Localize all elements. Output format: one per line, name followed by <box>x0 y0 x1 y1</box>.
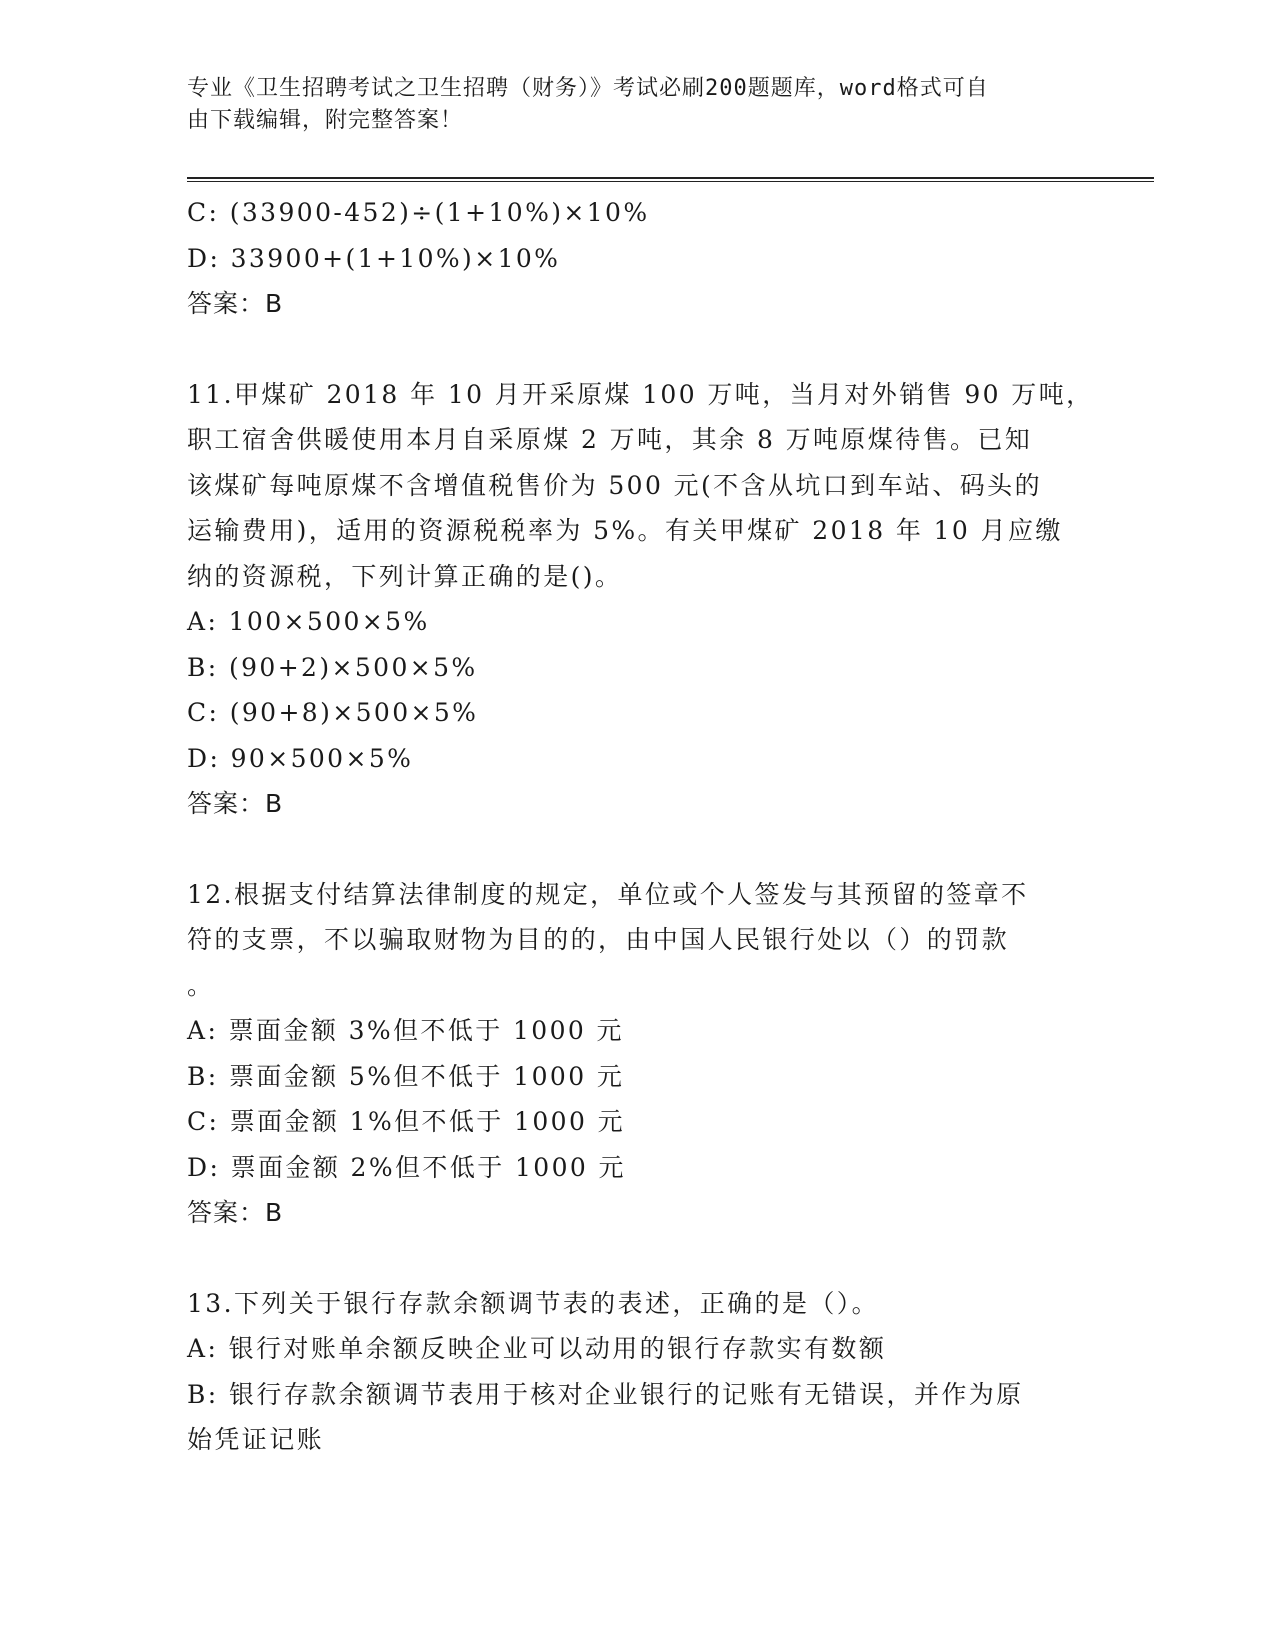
question-stem-line: 12.根据支付结算法律制度的规定，单位或个人签发与其预留的签章不 <box>187 879 1029 909</box>
question-stem-line: 符的支票，不以骗取财物为目的的，由中国人民银行处以（）的罚款 <box>187 925 1010 954</box>
question-stem-line: 该煤矿每吨原煤不含增值税售价为 500 元(不含从坑口到车站、码头的 <box>187 470 1042 500</box>
option-b: B: (90+2)×500×5% <box>187 652 478 682</box>
question-content <box>187 190 1094 1463</box>
option-c: C: (33900-452)÷(1+10%)×10% <box>187 198 650 227</box>
option-c: C: (90+8)×500×5% <box>187 698 479 727</box>
option-a: A: 银行对账单余额反映企业可以动用的银行存款实有数额 <box>187 1334 887 1363</box>
question-stem-line: 运输费用)，适用的资源税税率为 5%。有关甲煤矿 2018 年 10 月应缴 <box>187 516 1063 545</box>
spacer <box>187 827 1087 872</box>
question-stem-line: 纳的资源税，下列计算正确的是()。 <box>187 561 623 591</box>
question-stem-line: 。 <box>187 970 215 1000</box>
spacer <box>187 1236 1087 1281</box>
option-b: B: 票面金额 5%但不低于 1000 元 <box>187 1061 625 1091</box>
header-divider-thin <box>187 181 1154 182</box>
header-divider-thick <box>187 177 1154 179</box>
answer-line: 答案：B <box>187 1198 284 1227</box>
question-13 <box>187 1281 1087 1463</box>
option-c: C: 票面金额 1%但不低于 1000 元 <box>187 1107 626 1136</box>
spacer <box>187 327 1087 372</box>
header-line-1: 专业《卫生招聘考试之卫生招聘（财务）》考试必刷200题题库，word格式可自 <box>187 76 989 101</box>
prev-question-block <box>187 190 1087 327</box>
answer-line: 答案：B <box>187 789 284 818</box>
option-b-continued: 始凭证记账 <box>187 1425 325 1454</box>
question-stem-line: 11.甲煤矿 2018 年 10 月开采原煤 100 万吨，当月对外销售 90 万吨， <box>187 379 1094 409</box>
question-stem-line: 职工宿舍供暖使用本月自采原煤 2 万吨，其余 8 万吨原煤待售。已知 <box>187 425 1033 454</box>
question-12 <box>187 872 1087 1236</box>
document-header <box>187 73 1087 137</box>
option-b: B: 银行存款余额调节表用于核对企业银行的记账有无错误，并作为原 <box>187 1379 1024 1409</box>
question-stem-line: 13.下列关于银行存款余额调节表的表述，正确的是（）。 <box>187 1288 880 1318</box>
question-11 <box>187 372 1094 827</box>
option-d: D: 90×500×5% <box>187 743 414 773</box>
option-d: D: 33900+(1+10%)×10% <box>187 243 561 273</box>
answer-line: 答案：B <box>187 289 284 318</box>
option-a: A: 票面金额 3%但不低于 1000 元 <box>187 1016 624 1045</box>
option-d: D: 票面金额 2%但不低于 1000 元 <box>187 1152 626 1182</box>
option-a: A: 100×500×5% <box>187 607 430 636</box>
header-line-2: 由下载编辑，附完整答案！ <box>187 108 464 133</box>
